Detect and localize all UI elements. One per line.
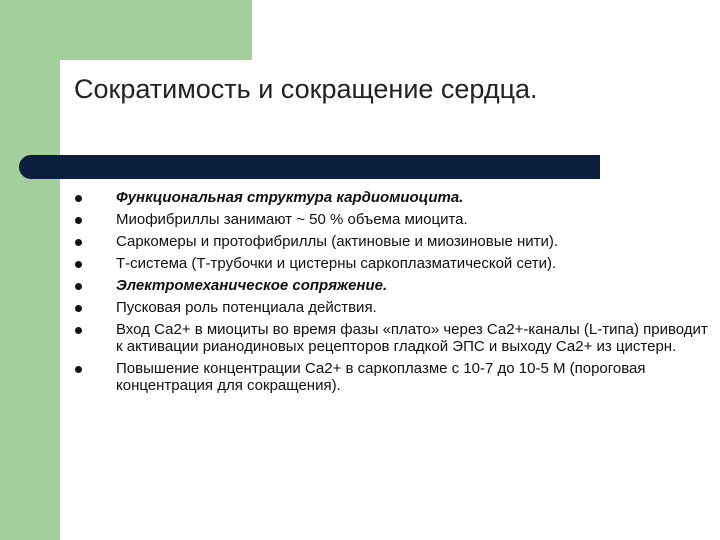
- bullet-dot-icon: [75, 261, 82, 268]
- top-accent-block: [0, 0, 252, 60]
- bullet-dot-icon: [75, 195, 82, 202]
- bullet-text: Миофибриллы занимают ~ 50 % объема миоцита.: [116, 211, 468, 228]
- bullet-dot-icon: [75, 217, 82, 224]
- slide-title: Сократимость и сокращение сердца.: [74, 74, 538, 104]
- bullet-item: [72, 211, 712, 228]
- bullet-text: Функциональная структура кардиомиоцита.: [116, 189, 464, 206]
- bullet-item: [72, 189, 712, 206]
- bullet-text: Вход Са2+ в миоциты во время фазы «плато» через Са2+-каналы (L-типа) приводит к активации рианодиновых рецепторов гладкой ЭПС и выходу Са2+ из цистерн.: [116, 321, 708, 355]
- bullet-dot-icon: [75, 239, 82, 246]
- title-divider-bar: [19, 155, 600, 179]
- bullet-dot-icon: [75, 327, 82, 334]
- bullet-text: Пусковая роль потенциала действия.: [116, 299, 377, 316]
- bullet-item: [72, 321, 712, 355]
- bullet-list: [72, 189, 712, 394]
- bullet-text: Т-система (Т-трубочки и цистерны саркоплазматической сети).: [116, 255, 557, 272]
- bullet-text: Электромеханическое сопряжение.: [116, 277, 388, 294]
- bullet-dot-icon: [75, 283, 82, 290]
- bullet-text: Саркомеры и протофибриллы (актиновые и миозиновые нити).: [116, 233, 559, 250]
- bullet-item: [72, 360, 712, 394]
- bullet-item: [72, 277, 712, 294]
- bullet-item: [72, 255, 712, 272]
- bullet-dot-icon: [75, 366, 82, 373]
- bullet-item: [72, 299, 712, 316]
- bullet-text: Повышение концентрации Са2+ в саркоплазме с 10-7 до 10-5 М (пороговая концентрация для сокращения).: [116, 360, 646, 394]
- bullet-dot-icon: [75, 305, 82, 312]
- left-accent-band: [0, 0, 60, 540]
- bullet-item: [72, 233, 712, 250]
